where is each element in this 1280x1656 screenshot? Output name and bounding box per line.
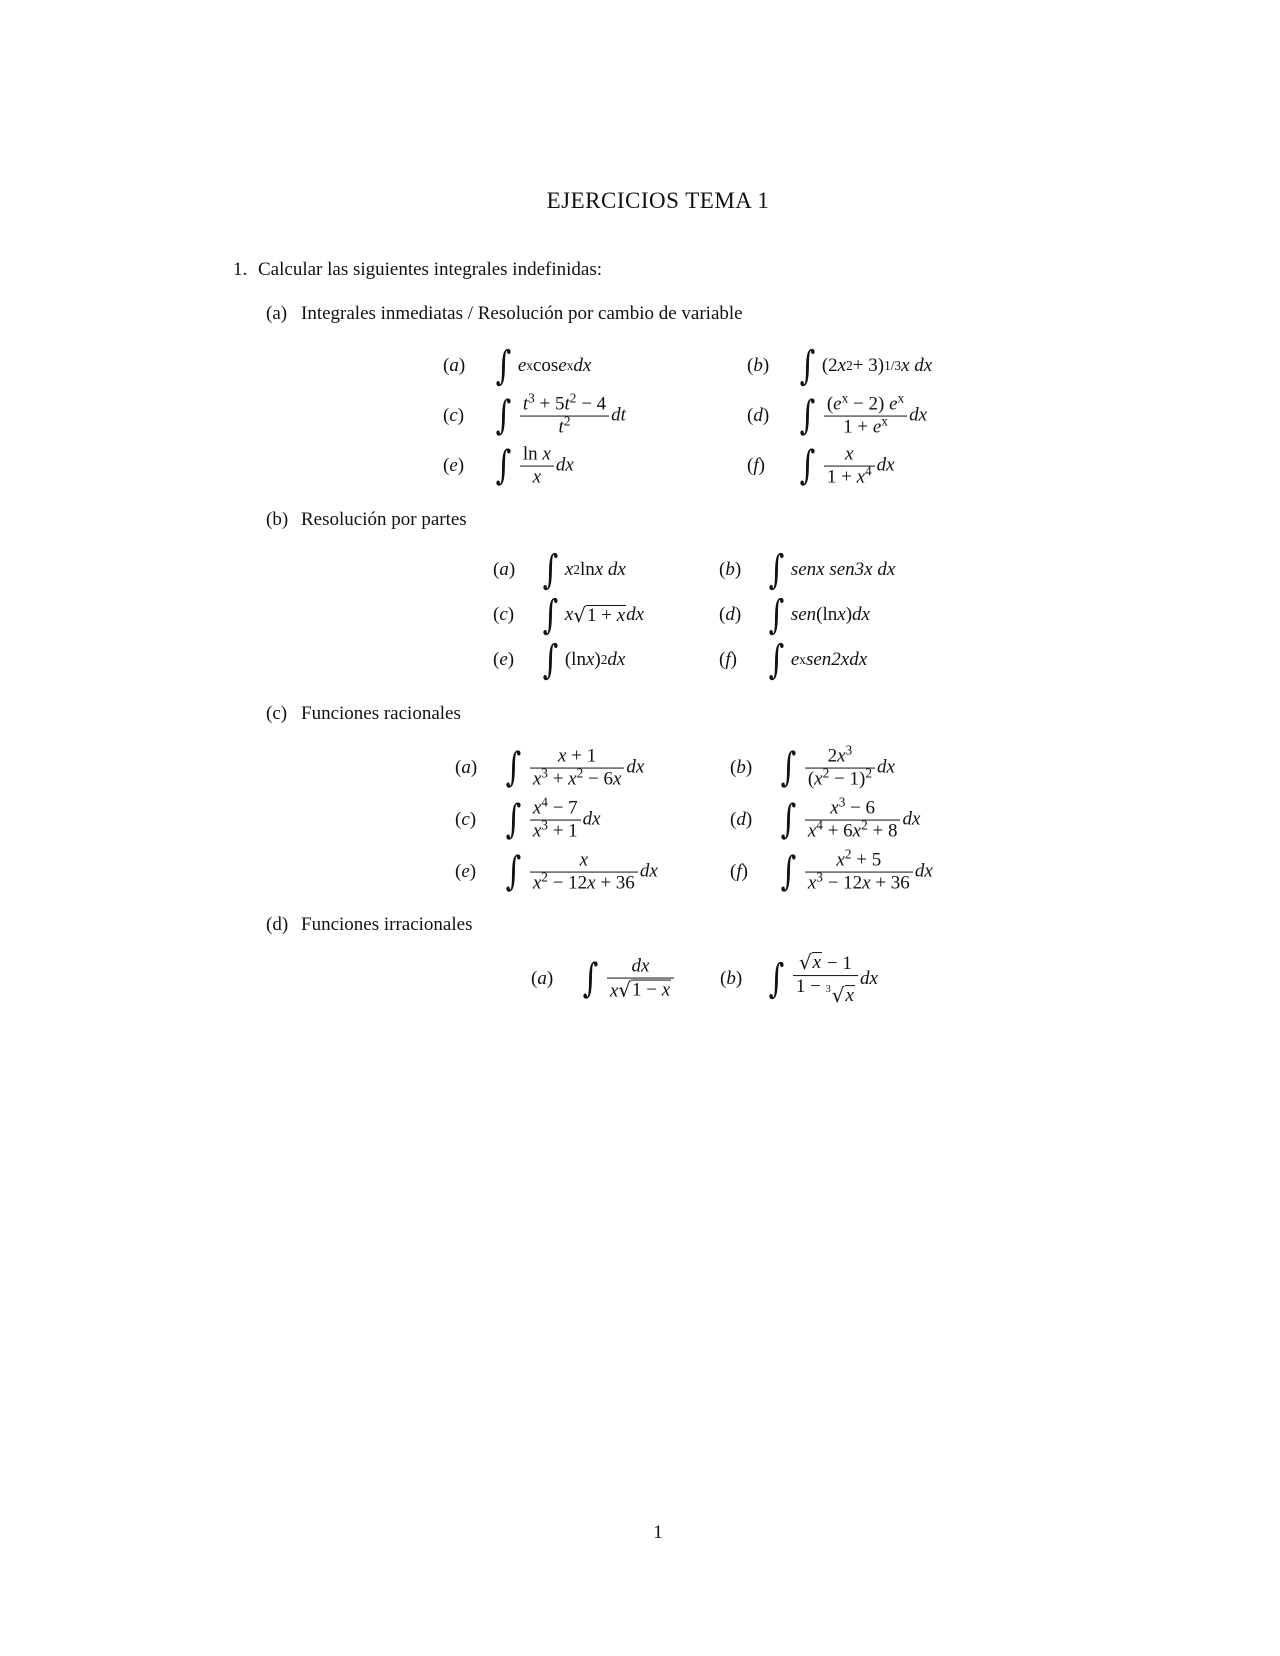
math-variable: dx bbox=[876, 757, 895, 779]
math-variable: x bbox=[830, 797, 839, 819]
label-paren: ) bbox=[730, 649, 737, 671]
label-paren: ( bbox=[747, 355, 754, 377]
math-variable: x bbox=[532, 797, 542, 819]
section-heading: Resolución por partes bbox=[301, 509, 467, 530]
integral-expression: ∫ (2 x 2 + 3) 1/3 x dx bbox=[799, 343, 933, 389]
fraction-numerator bbox=[824, 390, 907, 417]
fraction bbox=[530, 851, 638, 894]
math-variable: x bbox=[812, 952, 822, 974]
integral-expression bbox=[778, 742, 895, 791]
integral-sign-icon: ∫ bbox=[505, 797, 522, 843]
math-variable: x bbox=[836, 849, 845, 871]
integral-sign-icon: ∫ bbox=[768, 637, 785, 683]
math-variable: x bbox=[542, 443, 551, 465]
integral-expression bbox=[503, 851, 658, 894]
math-variable: x bbox=[579, 849, 589, 871]
label-paren: ( bbox=[730, 861, 737, 883]
math-variable: dx bbox=[639, 861, 658, 883]
math-variable: e bbox=[833, 393, 842, 415]
integral-label bbox=[493, 560, 515, 580]
label-letter: f bbox=[725, 649, 731, 671]
label-paren: ( bbox=[443, 455, 450, 477]
math-superscript: 3 bbox=[541, 765, 548, 781]
math-text: − 6 bbox=[845, 797, 876, 819]
math-variable: dx bbox=[852, 604, 870, 626]
math-variable: x bbox=[532, 768, 542, 790]
integral-label bbox=[730, 758, 752, 778]
section-heading: Funciones irracionales bbox=[301, 914, 473, 935]
integral-sign-icon: ∫ bbox=[780, 849, 797, 895]
math-superscript: 3 bbox=[528, 390, 535, 406]
math-variable: x bbox=[568, 768, 577, 790]
label-paren: ( bbox=[719, 604, 726, 626]
math-text: − 1 bbox=[822, 953, 852, 975]
math-variable: dt bbox=[611, 405, 626, 427]
label-paren: ) bbox=[458, 355, 466, 377]
integral-expression bbox=[503, 794, 601, 843]
math-variable: x bbox=[558, 745, 567, 767]
math-variable: e bbox=[872, 416, 882, 438]
math-variable: x bbox=[807, 872, 817, 894]
section-heading: Funciones racionales bbox=[301, 703, 461, 724]
math-variable: dx bbox=[914, 861, 933, 883]
fraction-denominator bbox=[607, 979, 674, 1002]
label-paren: ( bbox=[531, 968, 538, 990]
label-paren: ( bbox=[455, 809, 462, 831]
integral-sign-icon: ∫ bbox=[799, 393, 816, 439]
math-superscript: 4 bbox=[541, 794, 548, 810]
math-superscript: 4 bbox=[865, 463, 872, 479]
math-superscript: 2 bbox=[865, 765, 872, 781]
fraction-denominator bbox=[793, 976, 858, 1006]
math-variable: x dx bbox=[901, 355, 933, 377]
math-text: − 12 bbox=[547, 872, 588, 894]
math-variable: x bbox=[807, 820, 817, 842]
square-root bbox=[825, 982, 855, 1007]
label-paren: ) bbox=[745, 757, 753, 779]
label-letter: d bbox=[736, 809, 746, 831]
label-paren: ( bbox=[720, 968, 727, 990]
square-root bbox=[799, 952, 822, 973]
label-letter: b bbox=[736, 757, 746, 779]
fraction bbox=[824, 445, 875, 488]
integral-label bbox=[719, 605, 741, 625]
integral-expression: ∫ e x sen2xdx bbox=[768, 637, 868, 683]
math-variable: dx bbox=[909, 405, 928, 427]
root-index: 3 bbox=[825, 983, 831, 995]
math-text: ( bbox=[807, 768, 815, 790]
label-paren: ( bbox=[443, 405, 450, 427]
fraction-denominator bbox=[530, 765, 625, 790]
label-letter: a bbox=[537, 968, 547, 990]
integral-sign-icon: ∫ bbox=[542, 637, 559, 683]
label-letter: b bbox=[753, 355, 763, 377]
integral-label bbox=[493, 605, 514, 625]
radical-sign-icon: √ bbox=[831, 982, 845, 1007]
math-text: + 36 bbox=[870, 872, 910, 894]
math-variable: dx bbox=[626, 757, 645, 779]
integral-expression: ∫ x 2 ln x dx bbox=[542, 547, 626, 593]
fraction bbox=[530, 747, 625, 790]
math-superscript: 3 bbox=[816, 869, 823, 885]
fraction-denominator bbox=[520, 413, 609, 438]
math-variable: senx sen3x dx bbox=[790, 559, 896, 581]
math-variable: x bbox=[837, 604, 846, 626]
integral-expression bbox=[493, 445, 574, 488]
fraction-denominator bbox=[805, 817, 901, 842]
math-text: 1 + bbox=[587, 604, 617, 626]
radical-sign-icon: √ bbox=[573, 602, 586, 627]
integral-expression bbox=[580, 957, 676, 1002]
math-text: ) bbox=[594, 649, 601, 671]
integral-expression bbox=[493, 390, 626, 439]
math-variable: dx bbox=[631, 955, 650, 977]
integral-label bbox=[747, 406, 769, 426]
integral-sign-icon: ∫ bbox=[495, 443, 512, 489]
math-variable: e bbox=[558, 355, 567, 377]
label-paren: ( bbox=[730, 757, 737, 779]
fraction bbox=[824, 390, 907, 438]
integral-label bbox=[719, 560, 741, 580]
math-variable: dx bbox=[876, 455, 895, 477]
math-text: − 2) bbox=[848, 393, 890, 415]
math-superscript: 3 bbox=[845, 742, 853, 758]
label-letter: d bbox=[753, 405, 763, 427]
math-variable: x bbox=[852, 820, 862, 842]
radicand bbox=[812, 952, 822, 973]
section-heading: Integrales inmediatas / Resolución por cambio de variable bbox=[301, 303, 743, 324]
math-text: + 5 bbox=[534, 393, 565, 415]
integral-sign-icon: ∫ bbox=[780, 797, 797, 843]
math-superscript: 3 bbox=[541, 817, 548, 833]
math-superscript: 2 bbox=[541, 869, 548, 885]
radicand bbox=[631, 980, 671, 1001]
math-text: + 36 bbox=[595, 872, 635, 894]
integral-expression bbox=[766, 952, 878, 1006]
fraction bbox=[520, 445, 554, 488]
math-text: 2 bbox=[827, 745, 838, 767]
label-letter: b bbox=[725, 559, 735, 581]
label-letter: a bbox=[449, 355, 459, 377]
label-letter: f bbox=[753, 455, 759, 477]
integral-expression: ∫ (ln x ) 2 dx bbox=[542, 637, 626, 683]
math-superscript: 2 bbox=[861, 817, 868, 833]
integral-label bbox=[747, 356, 769, 376]
integral-expression bbox=[540, 592, 645, 638]
label-paren: ( bbox=[719, 649, 726, 671]
label-paren: ) bbox=[508, 559, 516, 581]
label-letter: a bbox=[461, 757, 471, 779]
section-tag: (a) bbox=[266, 303, 288, 324]
math-variable: x bbox=[587, 872, 596, 894]
math-text: − 7 bbox=[547, 797, 578, 819]
fraction-numerator bbox=[520, 445, 554, 467]
math-superscript: 3 bbox=[838, 794, 846, 810]
math-variable: sen2xdx bbox=[805, 649, 868, 671]
math-variable: t bbox=[564, 393, 570, 415]
label-paren: ) bbox=[745, 809, 753, 831]
math-variable: e bbox=[790, 649, 800, 671]
label-paren: ( bbox=[747, 405, 754, 427]
math-variable: t bbox=[522, 393, 529, 415]
math-text: + 1 bbox=[547, 820, 578, 842]
math-variable: x bbox=[609, 980, 619, 1002]
radical-sign-icon: √ bbox=[618, 977, 631, 1002]
math-variable: x bbox=[862, 872, 871, 894]
math-text: + 5 bbox=[851, 849, 882, 871]
math-text: ln bbox=[579, 559, 595, 581]
fraction-denominator bbox=[530, 869, 638, 894]
fraction-numerator bbox=[793, 952, 858, 976]
label-paren: ) bbox=[457, 405, 465, 427]
integral-label bbox=[443, 356, 465, 376]
math-text: − 4 bbox=[576, 393, 607, 415]
math-superscript: x bbox=[881, 413, 888, 429]
math-text: 1 − bbox=[795, 975, 826, 997]
fraction-denominator bbox=[520, 467, 554, 488]
math-text: − 1) bbox=[829, 768, 866, 790]
label-paren: ) bbox=[762, 405, 770, 427]
fraction bbox=[793, 952, 858, 1006]
math-text: + bbox=[547, 768, 569, 790]
label-paren: ( bbox=[493, 604, 500, 626]
fraction-numerator bbox=[607, 957, 674, 979]
label-paren: ( bbox=[493, 649, 500, 671]
math-text: − 6 bbox=[583, 768, 613, 790]
page-number: 1 bbox=[653, 1522, 663, 1543]
integral-sign-icon: ∫ bbox=[799, 343, 816, 389]
fraction-denominator bbox=[805, 765, 875, 790]
label-letter: c bbox=[499, 604, 508, 626]
label-letter: e bbox=[499, 649, 508, 671]
integral-sign-icon: ∫ bbox=[505, 849, 522, 895]
math-text: − 12 bbox=[822, 872, 863, 894]
integral-label bbox=[455, 810, 476, 830]
math-variable: x bbox=[837, 745, 846, 767]
math-variable: dx bbox=[902, 809, 921, 831]
math-variable: x bbox=[814, 768, 823, 790]
fraction-denominator bbox=[530, 817, 581, 842]
math-variable: x bbox=[612, 768, 622, 790]
label-paren: ( bbox=[747, 455, 754, 477]
math-variable: dx bbox=[555, 455, 574, 477]
math-superscript: 2 bbox=[563, 413, 571, 429]
label-paren: ) bbox=[469, 809, 477, 831]
math-variable: x bbox=[564, 604, 574, 626]
integral-sign-icon: ∫ bbox=[780, 745, 797, 791]
fraction bbox=[520, 390, 609, 438]
fraction-numerator bbox=[530, 794, 581, 821]
math-text: ln bbox=[522, 443, 543, 465]
math-superscript: 4 bbox=[816, 817, 823, 833]
integral-expression bbox=[797, 390, 928, 439]
label-letter: c bbox=[449, 405, 458, 427]
math-text: (ln bbox=[816, 604, 838, 626]
math-text: 1 − bbox=[632, 979, 662, 1001]
integral-sign-icon: ∫ bbox=[542, 547, 559, 593]
integral-sign-icon: ∫ bbox=[768, 955, 785, 1002]
math-variable: x bbox=[532, 466, 542, 488]
label-paren: ) bbox=[734, 604, 742, 626]
integral-expression bbox=[766, 592, 870, 638]
math-variable: x bbox=[845, 443, 854, 465]
math-text: ) bbox=[845, 604, 853, 626]
integral-sign-icon: ∫ bbox=[505, 745, 522, 791]
label-paren: ( bbox=[455, 861, 462, 883]
math-variable: x dx bbox=[594, 559, 626, 581]
radicand bbox=[586, 605, 626, 626]
math-variable: x bbox=[532, 820, 542, 842]
math-variable: e bbox=[889, 393, 898, 415]
math-text: + 1 bbox=[566, 745, 597, 767]
integral-sign-icon: ∫ bbox=[542, 592, 559, 638]
label-letter: c bbox=[461, 809, 470, 831]
label-letter: e bbox=[449, 455, 458, 477]
section-tag: (c) bbox=[266, 703, 288, 724]
math-variable: x bbox=[661, 979, 671, 1001]
integral-sign-icon: ∫ bbox=[495, 393, 512, 439]
integral-label bbox=[455, 758, 477, 778]
label-paren: ) bbox=[469, 861, 477, 883]
label-paren: ) bbox=[758, 455, 765, 477]
integral-sign-icon: ∫ bbox=[768, 592, 785, 638]
fraction-denominator bbox=[824, 463, 875, 488]
math-variable: x bbox=[837, 355, 847, 377]
integral-expression: ∫ e x cos e x dx bbox=[495, 343, 592, 389]
math-text: + 6 bbox=[822, 820, 853, 842]
label-letter: a bbox=[499, 559, 509, 581]
integral-label bbox=[531, 969, 553, 989]
label-paren: ) bbox=[762, 355, 770, 377]
square-root bbox=[618, 977, 671, 1002]
fraction bbox=[805, 846, 913, 894]
fraction-denominator bbox=[824, 413, 907, 438]
integral-expression bbox=[503, 747, 644, 790]
radicand bbox=[845, 985, 855, 1006]
math-variable: dx bbox=[859, 968, 878, 990]
integral-label bbox=[730, 810, 752, 830]
integral-expression bbox=[778, 794, 921, 843]
math-superscript: 2 bbox=[822, 765, 830, 781]
label-letter: e bbox=[461, 861, 470, 883]
integral-expression bbox=[766, 547, 896, 593]
math-variable: sen bbox=[790, 604, 817, 626]
integral-sign-icon: ∫ bbox=[768, 547, 785, 593]
label-paren: ( bbox=[455, 757, 462, 779]
math-superscript: 2 bbox=[576, 765, 584, 781]
math-text: + 8 bbox=[867, 820, 898, 842]
integral-expression bbox=[797, 445, 895, 488]
page-title: EJERCICIOS TEMA 1 bbox=[546, 188, 770, 213]
label-paren: ) bbox=[546, 968, 554, 990]
integral-sign-icon: ∫ bbox=[799, 443, 816, 489]
math-text: 1 + bbox=[843, 416, 873, 438]
label-paren: ) bbox=[507, 649, 515, 671]
label-paren: ) bbox=[734, 559, 742, 581]
integral-label bbox=[493, 650, 514, 670]
integral-sign-icon: ∫ bbox=[582, 955, 599, 1002]
math-variable: dx bbox=[582, 809, 601, 831]
integral-expression bbox=[778, 846, 933, 895]
square-root bbox=[573, 602, 626, 627]
integral-sign-icon: ∫ bbox=[495, 343, 512, 389]
math-variable: e bbox=[517, 355, 527, 377]
math-text: 1 + bbox=[826, 466, 857, 488]
math-variable: dx bbox=[573, 355, 592, 377]
label-paren: ) bbox=[470, 757, 478, 779]
radical-sign-icon: √ bbox=[798, 950, 812, 975]
math-superscript: x bbox=[897, 390, 905, 406]
math-variable: x bbox=[564, 559, 574, 581]
math-variable: x bbox=[856, 466, 865, 488]
integral-label bbox=[720, 969, 742, 989]
math-superscript: 2 bbox=[569, 390, 577, 406]
label-paren: ) bbox=[507, 604, 515, 626]
math-text: (2 bbox=[821, 355, 838, 377]
fraction bbox=[805, 794, 901, 842]
fraction bbox=[805, 742, 875, 790]
label-paren: ( bbox=[730, 809, 737, 831]
math-text: (ln bbox=[564, 649, 586, 671]
integral-label bbox=[747, 456, 765, 476]
math-superscript: 2 bbox=[844, 846, 852, 862]
math-variable: x bbox=[532, 872, 542, 894]
math-superscript: x bbox=[841, 390, 849, 406]
label-paren: ) bbox=[457, 455, 465, 477]
fraction bbox=[530, 794, 581, 842]
integral-label bbox=[443, 406, 464, 426]
math-variable: dx bbox=[607, 649, 626, 671]
math-variable: x bbox=[616, 604, 626, 626]
math-variable: x bbox=[845, 984, 854, 1006]
section-tag: (b) bbox=[266, 509, 289, 530]
integral-label bbox=[719, 650, 737, 670]
math-text: ( bbox=[826, 393, 834, 415]
math-variable: t bbox=[558, 416, 564, 438]
label-letter: b bbox=[726, 968, 736, 990]
label-paren: ) bbox=[741, 861, 748, 883]
section-tag: (d) bbox=[266, 914, 289, 935]
math-text: cos bbox=[532, 355, 559, 377]
label-paren: ) bbox=[735, 968, 743, 990]
label-paren: ( bbox=[719, 559, 726, 581]
label-paren: ( bbox=[443, 355, 450, 377]
integral-label bbox=[730, 862, 748, 882]
integral-label bbox=[443, 456, 464, 476]
exercise-number: 1. bbox=[233, 259, 248, 280]
math-text: + 3) bbox=[852, 355, 885, 377]
math-variable: dx bbox=[626, 604, 645, 626]
label-paren: ( bbox=[493, 559, 500, 581]
exercise-statement: Calcular las siguientes integrales indefinidas: bbox=[258, 259, 603, 280]
fraction-denominator bbox=[805, 869, 913, 894]
label-letter: f bbox=[736, 861, 742, 883]
integral-label bbox=[455, 862, 476, 882]
label-letter: d bbox=[725, 604, 735, 626]
math-variable: x bbox=[585, 649, 595, 671]
fraction bbox=[607, 957, 674, 1002]
